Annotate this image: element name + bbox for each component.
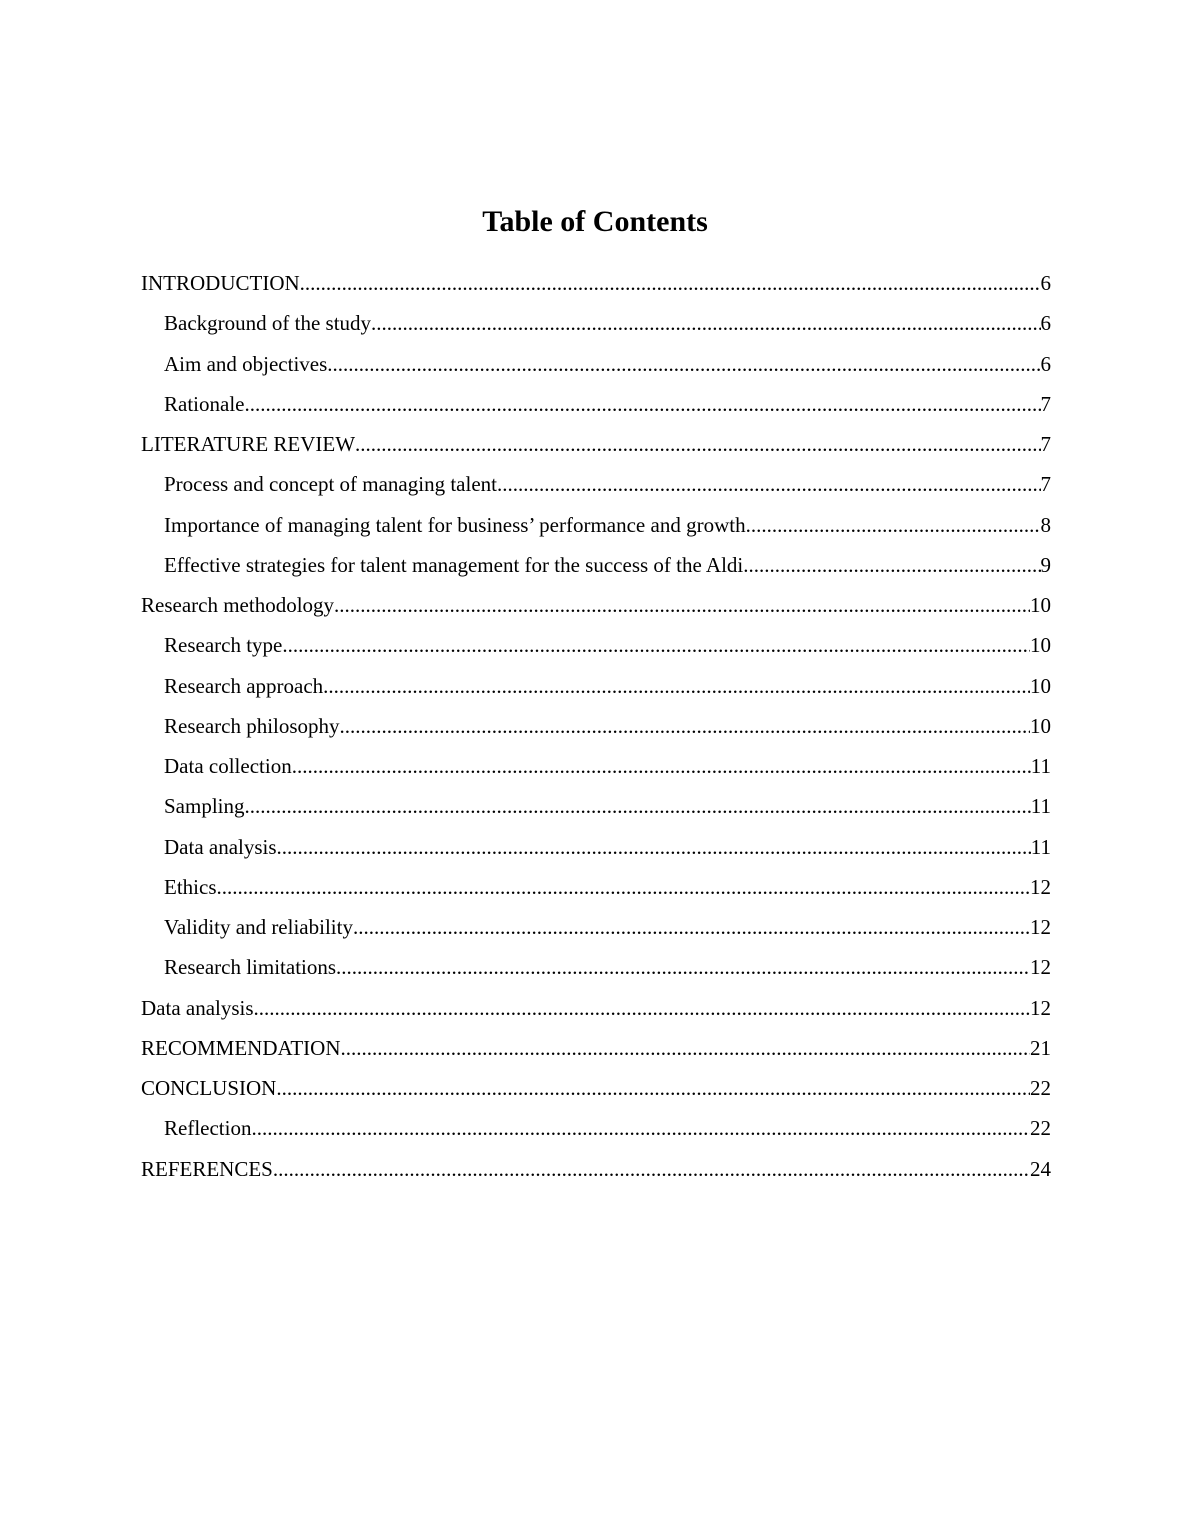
toc-entry-text[interactable]: REFERENCES xyxy=(141,1156,273,1181)
toc-dot-leader xyxy=(371,303,1040,343)
toc-entry[interactable] xyxy=(141,263,1051,303)
toc-entry-text[interactable]: Sampling xyxy=(164,794,245,819)
toc-entry-text[interactable]: CONCLUSION xyxy=(141,1076,277,1100)
toc-dot-leader xyxy=(276,1068,1030,1108)
toc-entry-text[interactable]: Data analysis xyxy=(141,995,254,1020)
toc-entry-text[interactable]: INTRODUCTION xyxy=(141,271,300,295)
toc-entry-page-number[interactable]: 12 xyxy=(1030,995,1051,1020)
toc-entry[interactable] xyxy=(141,545,1051,585)
toc-dot-leader xyxy=(341,1028,1031,1068)
toc-entry[interactable] xyxy=(141,988,1051,1028)
toc-entry[interactable] xyxy=(141,344,1051,384)
toc-entry-text[interactable]: Rationale xyxy=(164,391,245,416)
toc-dot-leader xyxy=(743,545,1040,585)
toc-dot-leader xyxy=(334,585,1030,625)
toc-entry-page-number[interactable]: 7 xyxy=(1040,472,1051,497)
toc-dot-leader xyxy=(282,625,1030,665)
toc-entry-page-number[interactable]: 11 xyxy=(1030,834,1051,859)
toc-entry[interactable] xyxy=(141,706,1051,746)
toc-entry-text[interactable]: Validity and reliability xyxy=(164,915,353,939)
toc-entry-page-number[interactable]: 10 xyxy=(1030,713,1051,738)
toc-dot-leader xyxy=(327,344,1040,384)
toc-entry-page-number[interactable]: 10 xyxy=(1030,593,1051,617)
toc-entry[interactable] xyxy=(141,666,1051,706)
toc-entry[interactable] xyxy=(141,303,1051,343)
toc-title: Table of Contents xyxy=(482,205,708,238)
toc-dot-leader xyxy=(251,1108,1030,1148)
toc-entry[interactable] xyxy=(141,1028,1051,1068)
toc-entry[interactable] xyxy=(141,424,1051,464)
toc-dot-leader xyxy=(292,746,1031,786)
toc-entry[interactable] xyxy=(141,786,1051,826)
toc-entry-text[interactable]: Research methodology xyxy=(141,593,335,617)
toc-dot-leader xyxy=(254,988,1030,1028)
toc-dot-leader xyxy=(273,1149,1030,1189)
toc-entry-page-number[interactable]: 24 xyxy=(1030,1156,1051,1181)
toc-entry[interactable] xyxy=(141,505,1051,545)
toc-entry-page-number[interactable]: 11 xyxy=(1030,754,1051,778)
toc-dot-leader xyxy=(746,505,1041,545)
toc-dot-leader xyxy=(244,384,1040,424)
toc-entry-text[interactable]: Data collection xyxy=(164,754,292,778)
toc-entry-text[interactable]: Research philosophy xyxy=(164,713,340,738)
toc-entry-text[interactable]: Process and concept of managing talent xyxy=(164,472,497,497)
toc-dot-leader xyxy=(353,907,1030,947)
toc-entry-page-number[interactable]: 21 xyxy=(1030,1035,1051,1060)
toc-entry-text[interactable]: Research limitations xyxy=(164,955,337,980)
toc-entry-page-number[interactable]: 7 xyxy=(1040,391,1051,416)
toc-entry-text[interactable]: Data analysis xyxy=(164,834,277,859)
toc-entry-text[interactable]: Importance of managing talent for business’ performance and growth xyxy=(164,512,746,537)
toc-entry[interactable] xyxy=(141,867,1051,907)
toc-entry[interactable] xyxy=(141,907,1051,947)
toc-entry-page-number[interactable]: 10 xyxy=(1030,633,1051,658)
toc-entry-text[interactable]: Ethics xyxy=(164,874,217,899)
toc-dot-leader xyxy=(217,867,1031,907)
toc-dot-leader xyxy=(340,706,1030,746)
toc-entry-page-number[interactable]: 8 xyxy=(1040,512,1051,537)
toc-dot-leader xyxy=(336,947,1030,987)
toc-entry-text[interactable]: Effective strategies for talent management for the success of the Aldi xyxy=(164,552,744,577)
toc-entry-page-number[interactable]: 12 xyxy=(1030,915,1051,939)
toc-entry-page-number[interactable]: 12 xyxy=(1030,874,1051,899)
toc-entry-page-number[interactable]: 9 xyxy=(1040,552,1051,577)
toc-entry-text[interactable]: LITERATURE REVIEW xyxy=(141,432,356,456)
toc-entry[interactable] xyxy=(141,1149,1051,1189)
toc-entry[interactable] xyxy=(141,1068,1051,1108)
toc-entry[interactable] xyxy=(141,625,1051,665)
toc-entry-page-number[interactable]: 6 xyxy=(1040,271,1051,295)
toc-entry-page-number[interactable]: 11 xyxy=(1030,794,1051,819)
toc-entry[interactable] xyxy=(141,746,1051,786)
toc-entry-text[interactable]: Aim and objectives xyxy=(164,351,328,376)
toc-entry-page-number[interactable]: 6 xyxy=(1040,311,1051,336)
toc-entry-page-number[interactable]: 22 xyxy=(1030,1076,1051,1100)
toc-entry-page-number[interactable]: 7 xyxy=(1040,432,1051,456)
toc-dot-leader xyxy=(355,424,1040,464)
toc-entry-page-number[interactable]: 6 xyxy=(1040,351,1051,376)
toc-dot-leader xyxy=(277,827,1031,867)
toc-entry[interactable] xyxy=(141,947,1051,987)
toc-entry-text[interactable]: RECOMMENDATION xyxy=(141,1035,341,1060)
toc-dot-leader xyxy=(323,666,1030,706)
toc-entry[interactable] xyxy=(141,464,1051,504)
toc-dot-leader xyxy=(497,464,1041,504)
toc-entry-text[interactable]: Research type xyxy=(164,633,283,658)
toc-dot-leader xyxy=(300,263,1041,303)
toc-entry-text[interactable]: Research approach xyxy=(164,673,324,698)
toc-entry[interactable] xyxy=(141,585,1051,625)
toc-entry-page-number[interactable]: 12 xyxy=(1030,955,1051,980)
toc-entry-page-number[interactable]: 10 xyxy=(1030,673,1051,698)
toc-list xyxy=(141,263,1051,1189)
toc-entry[interactable] xyxy=(141,1108,1051,1148)
toc-entry[interactable] xyxy=(141,827,1051,867)
toc-entry[interactable] xyxy=(141,384,1051,424)
toc-entry-text[interactable]: Background of the study xyxy=(164,311,372,336)
toc-entry-text[interactable]: Reflection xyxy=(164,1116,252,1141)
toc-entry-page-number[interactable]: 22 xyxy=(1030,1116,1051,1141)
toc-dot-leader xyxy=(245,786,1031,826)
